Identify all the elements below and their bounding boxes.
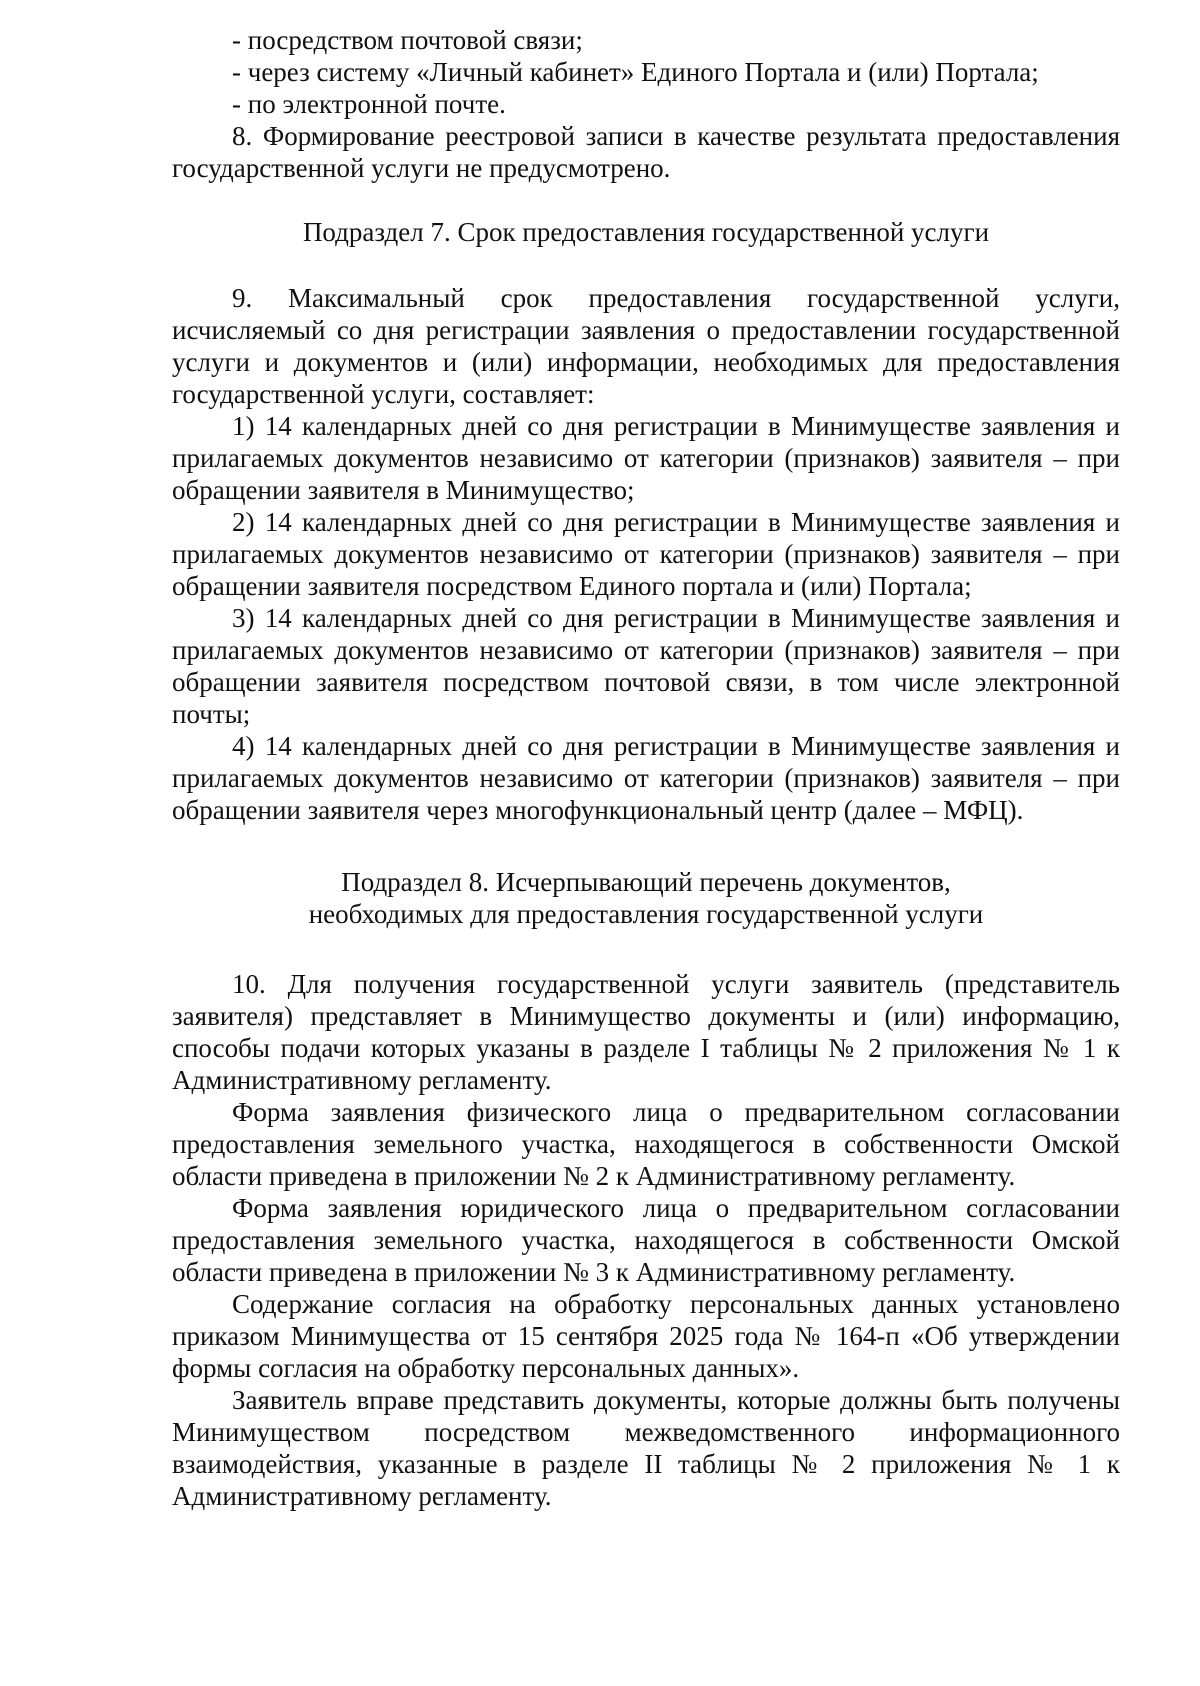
paragraph-9-item-1: 1) 14 календарных дней со дня регистрации в Минимуществе заявления и прилагаемых документов независимо от категории (признаков) заявителя – при обращении заявителя в Минимущество; bbox=[172, 411, 1120, 505]
paragraph-10-consent: Содержание согласия на обработку персональных данных установлено приказом Минимущества от 15 сентября 2025 года № 164-п «Об утверждении формы согласия на обработку персональных данных». bbox=[172, 1289, 1120, 1383]
list-item-postal: - посредством почтовой связи; bbox=[232, 25, 583, 55]
paragraph-10-form-individual: Форма заявления физического лица о предварительном согласовании предоставления земельного участка, находящегося в собственности Омской области приведена в приложении № 2 к Административному регламенту. bbox=[172, 1097, 1120, 1191]
paragraph-9-item-4: 4) 14 календарных дней со дня регистрации в Минимуществе заявления и прилагаемых документов независимо от категории (признаков) заявителя – при обращении заявителя через многофункциональный центр (далее – МФЦ). bbox=[172, 731, 1120, 825]
list-item-cabinet: - через систему «Личный кабинет» Единого Портала и (или) Портала; bbox=[232, 57, 1039, 87]
paragraph-9-item-3: 3) 14 календарных дней со дня регистрации в Минимуществе заявления и прилагаемых документов независимо от категории (признаков) заявителя – при обращении заявителя посредством почтовой связи, в том числе электронной почты; bbox=[172, 603, 1120, 729]
paragraph-10-form-legal: Форма заявления юридического лица о предварительном согласовании предоставления земельного участка, находящегося в собственности Омской области приведена в приложении № 3 к Административному регламенту. bbox=[172, 1193, 1120, 1287]
document-body bbox=[172, 24, 1120, 1512]
heading-subsection-8 bbox=[172, 866, 1120, 930]
paragraph-8: 8. Формирование реестровой записи в качестве результата предоставления государственной услуги не предусмотрено. bbox=[172, 121, 1120, 183]
heading-subsection-8-line-2: необходимых для предоставления государственной услуги bbox=[308, 899, 984, 929]
paragraph-9: 9. Максимальный срок предоставления государственной услуги, исчисляемый со дня регистрации заявления о предоставлении государственной услуги и документов и (или) информации, необходимых для предоставления государственной услуги, составляет: bbox=[172, 283, 1120, 409]
heading-subsection-7: Подраздел 7. Срок предоставления государственной услуги bbox=[302, 217, 990, 247]
paragraph-10-right: Заявитель вправе представить документы, которые должны быть получены Минимуществом посредством межведомственного информационного взаимодействия, указанные в разделе II таблицы № 2 приложения № 1 к Административному регламенту. bbox=[172, 1385, 1120, 1511]
paragraph-10: 10. Для получения государственной услуги заявитель (представитель заявителя) представляет в Минимущество документы и (или) информацию, способы подачи которых указаны в разделе I таблицы № 2 приложения № 1 к Административному регламенту. bbox=[172, 969, 1120, 1095]
list-item-email: - по электронной почте. bbox=[232, 89, 506, 119]
paragraph-9-item-2: 2) 14 календарных дней со дня регистрации в Минимуществе заявления и прилагаемых документов независимо от категории (признаков) заявителя – при обращении заявителя посредством Единого портала и (или) Портала; bbox=[172, 507, 1120, 601]
heading-subsection-8-line-1: Подраздел 8. Исчерпывающий перечень документов, bbox=[341, 867, 951, 897]
